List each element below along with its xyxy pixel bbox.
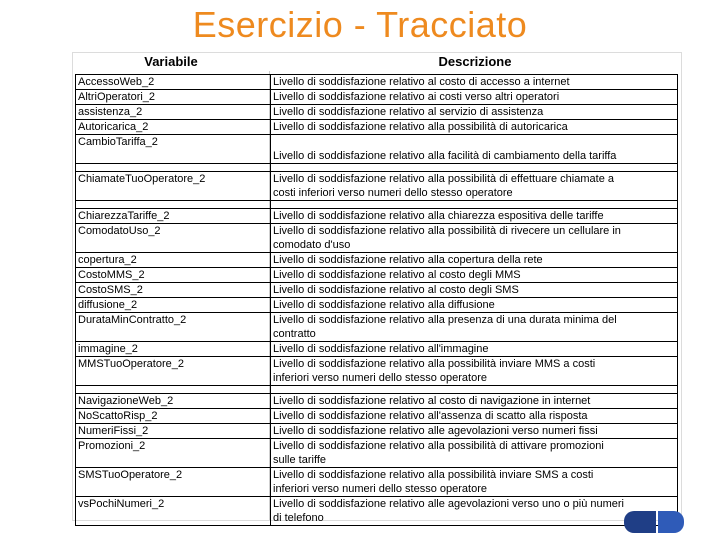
table-row [76, 253, 678, 268]
variable-cell: NumeriFissi_2 [76, 424, 271, 439]
variable-cell: diffusione_2 [76, 298, 271, 313]
table-row [76, 224, 678, 253]
description-cell [271, 224, 678, 253]
description-line: Livello di soddisfazione relativo alla copertura della rete [273, 254, 543, 266]
prev-slide-button[interactable] [624, 511, 656, 533]
description-line: Livello di soddisfazione relativo alla possibilità di attivare promozioni [273, 440, 604, 452]
variable-cell: immagine_2 [76, 342, 271, 357]
variable-cell: CostoMMS_2 [76, 268, 271, 283]
description-line: Livello di soddisfazione relativo alla possibilità di autoricarica [273, 121, 568, 133]
table-row [76, 497, 678, 526]
table-row [76, 357, 678, 386]
description-line: inferiori verso numeri dello stesso operatore [273, 483, 487, 495]
table-row [76, 468, 678, 497]
variable-cell: SMSTuoOperatore_2 [76, 468, 271, 497]
variable-cell: Promozioni_2 [76, 439, 271, 468]
table-row [76, 209, 678, 224]
variable-cell: ChiamateTuoOperatore_2 [76, 172, 271, 201]
table-row [76, 298, 678, 313]
description-cell [271, 424, 678, 439]
description-line: Livello di soddisfazione relativo alle agevolazioni verso uno o più numeri [273, 498, 624, 510]
data-sheet [72, 52, 682, 524]
table-row [76, 172, 678, 201]
description-line [273, 135, 675, 149]
variable-cell: vsPochiNumeri_2 [76, 497, 271, 526]
spacer-row [76, 201, 678, 209]
variable-cell: ComodatoUso_2 [76, 224, 271, 253]
description-line: Livello di soddisfazione relativo all'assenza di scatto alla risposta [273, 410, 588, 422]
description-line: Livello di soddisfazione relativo alle agevolazioni verso numeri fissi [273, 425, 598, 437]
table-row [76, 394, 678, 409]
description-line: Livello di soddisfazione relativo alla presenza di una durata minima del [273, 314, 617, 326]
variables-table [75, 74, 678, 526]
table-row [76, 439, 678, 468]
description-line: Livello di soddisfazione relativo alla possibilità di rivecere un cellulare in [273, 225, 621, 237]
description-line: Livello di soddisfazione relativo al servizio di assistenza [273, 106, 544, 118]
description-cell [271, 75, 678, 90]
description-cell [271, 172, 678, 201]
description-line: Livello di soddisfazione relativo al costo degli SMS [273, 284, 519, 296]
description-line: Livello di soddisfazione relativo ai costi verso altri operatori [273, 91, 560, 103]
description-line: Livello di soddisfazione relativo alla facilità di cambiamento della tariffa [273, 150, 617, 162]
description-line: inferiori verso numeri dello stesso operatore [273, 372, 487, 384]
description-cell [271, 497, 678, 526]
spacer-row [76, 164, 678, 172]
variable-cell: assistenza_2 [76, 105, 271, 120]
description-line: Livello di soddisfazione relativo al costo degli MMS [273, 269, 521, 281]
description-cell [271, 394, 678, 409]
description-line: Livello di soddisfazione relativo alla possibilità di effettuare chiamate a [273, 173, 614, 185]
table-header [73, 53, 681, 71]
slide-title: Esercizio - Tracciato [192, 4, 528, 45]
variable-cell: copertura_2 [76, 253, 271, 268]
description-line: Livello di soddisfazione relativo alla possibilità inviare MMS a costi [273, 358, 596, 370]
description-cell [271, 313, 678, 342]
description-line: Livello di soddisfazione relativo al costo di accesso a internet [273, 76, 570, 88]
description-line: Livello di soddisfazione relativo alla chiarezza espositiva delle tariffe [273, 210, 604, 222]
variable-cell: Autoricarica_2 [76, 120, 271, 135]
table-row [76, 424, 678, 439]
spacer-row [76, 386, 678, 394]
description-cell [271, 283, 678, 298]
description-line: Livello di soddisfazione relativo al costo di navigazione in internet [273, 395, 591, 407]
variable-cell: AltriOperatori_2 [76, 90, 271, 105]
description-line: di telefono [273, 512, 324, 524]
description-line: contratto [273, 328, 316, 340]
variable-cell: NavigazioneWeb_2 [76, 394, 271, 409]
table-row [76, 135, 678, 164]
slide-navigation[interactable] [624, 511, 684, 533]
header-description: Descrizione [438, 54, 512, 69]
table-row [76, 105, 678, 120]
table-row [76, 342, 678, 357]
description-cell [271, 105, 678, 120]
description-cell [271, 342, 678, 357]
description-line: sulle tariffe [273, 454, 326, 466]
description-line: Livello di soddisfazione relativo all'immagine [273, 343, 489, 355]
variable-cell: MMSTuoOperatore_2 [76, 357, 271, 386]
description-line: Livello di soddisfazione relativo alla diffusione [273, 299, 495, 311]
variable-cell: DurataMinContratto_2 [76, 313, 271, 342]
description-cell [271, 253, 678, 268]
variable-cell: AccessoWeb_2 [76, 75, 271, 90]
description-cell [271, 409, 678, 424]
table-row [76, 268, 678, 283]
table-row [76, 90, 678, 105]
description-cell [271, 135, 678, 164]
description-cell [271, 209, 678, 224]
table-row [76, 409, 678, 424]
header-variable: Variabile [144, 54, 198, 69]
description-cell [271, 468, 678, 497]
variable-cell: NoScattoRisp_2 [76, 409, 271, 424]
variable-cell: CambioTariffa_2 [76, 135, 271, 164]
description-line: comodato d'uso [273, 239, 351, 251]
description-cell [271, 268, 678, 283]
table-row [76, 75, 678, 90]
description-cell [271, 357, 678, 386]
description-cell [271, 298, 678, 313]
variable-cell: CostoSMS_2 [76, 283, 271, 298]
description-line: Livello di soddisfazione relativo alla possibilità inviare SMS a costi [273, 469, 594, 481]
table-row [76, 120, 678, 135]
table-row [76, 313, 678, 342]
variable-cell: ChiarezzaTariffe_2 [76, 209, 271, 224]
description-cell [271, 90, 678, 105]
next-slide-button[interactable] [658, 511, 684, 533]
table-row [76, 283, 678, 298]
description-line: costi inferiori verso numeri dello stesso operatore [273, 187, 513, 199]
description-cell [271, 120, 678, 135]
description-cell [271, 439, 678, 468]
